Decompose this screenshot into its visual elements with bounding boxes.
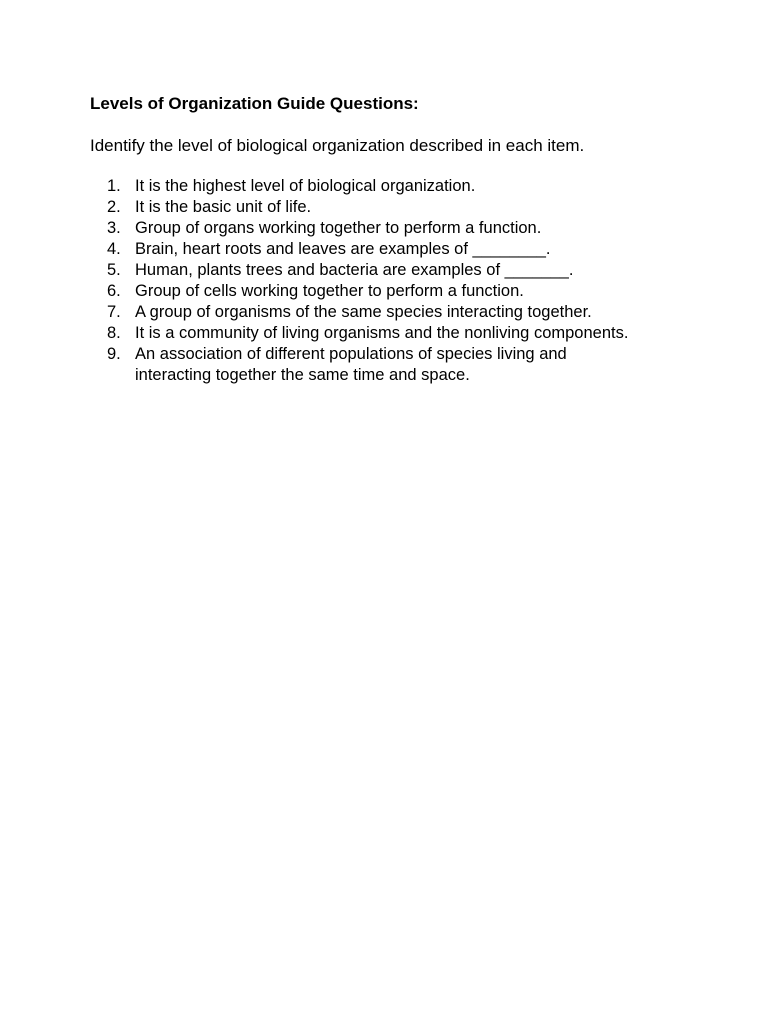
question-text: It is the basic unit of life. xyxy=(135,198,312,216)
question-item xyxy=(107,260,628,281)
question-list xyxy=(107,176,628,386)
question-item xyxy=(107,302,628,323)
question-text: Brain, heart roots and leaves are examples of ________. xyxy=(135,240,551,258)
question-item xyxy=(107,176,628,197)
question-number: 7. xyxy=(107,303,121,321)
question-item xyxy=(107,281,628,302)
question-number: 1. xyxy=(107,177,121,195)
question-text: An association of different populations of species living and interacting together the same time and space. xyxy=(135,345,567,384)
question-number: 3. xyxy=(107,219,121,237)
question-item xyxy=(107,239,628,260)
question-number: 6. xyxy=(107,282,121,300)
question-text: It is the highest level of biological organization. xyxy=(135,177,476,195)
question-number: 4. xyxy=(107,240,121,258)
question-text: Group of organs working together to perform a function. xyxy=(135,219,542,237)
question-number: 2. xyxy=(107,198,121,216)
question-number: 8. xyxy=(107,324,121,342)
question-item xyxy=(107,218,628,239)
question-text: A group of organisms of the same species interacting together. xyxy=(135,303,592,321)
question-item xyxy=(107,197,628,218)
question-item xyxy=(107,344,628,386)
document-title: Levels of Organization Guide Questions: xyxy=(90,94,419,113)
question-number: 5. xyxy=(107,261,121,279)
instruction-text: Identify the level of biological organization described in each item. xyxy=(90,136,585,155)
question-text: It is a community of living organisms and the nonliving components. xyxy=(135,324,629,342)
question-item xyxy=(107,323,628,344)
question-text: Group of cells working together to perform a function. xyxy=(135,282,524,300)
question-number: 9. xyxy=(107,345,121,363)
question-text: Human, plants trees and bacteria are examples of _______. xyxy=(135,261,574,279)
